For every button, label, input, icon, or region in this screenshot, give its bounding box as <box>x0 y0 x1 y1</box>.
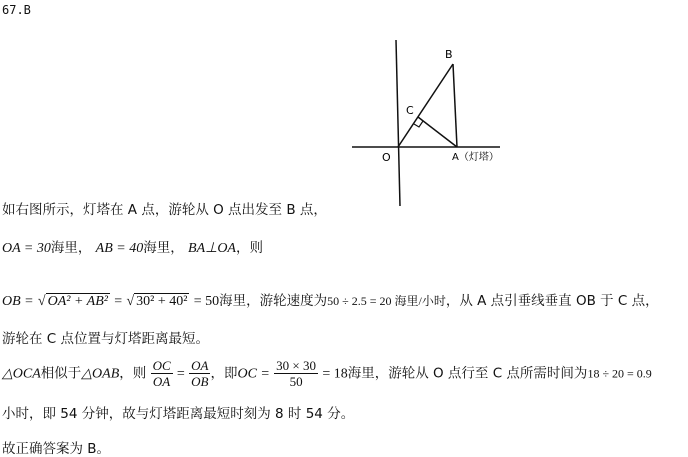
triangle-oab: △OAB <box>81 366 120 382</box>
label-b: B <box>445 48 453 61</box>
ob-result: = 50 <box>193 294 220 309</box>
fraction-oa-ob: $\frac{OA}{OB}$ <box>191 358 209 389</box>
ob-lhs: OB = <box>2 294 34 309</box>
solution-line-3 <box>2 289 659 310</box>
fraction-oc-value: $\frac{30 \times 30}{50}$ <box>276 358 317 389</box>
perp-text: ，从 A 点引垂线垂直 OB 于 C 点， <box>445 293 659 309</box>
solution-line-6: 小时，即 54 分钟，故与灯塔距离最短时刻为 8 时 54 分。 <box>2 406 355 422</box>
tail-text: ，则 <box>235 240 263 256</box>
label-c: C <box>406 104 414 117</box>
solution-line-5 <box>2 358 652 389</box>
unit-1: 海里， <box>50 240 92 256</box>
eq-ab: AB = 40 <box>95 241 144 256</box>
solution-line-4: 游轮在 C 点位置与灯塔距离最短。 <box>2 331 210 347</box>
oc-result: = 18 <box>322 366 348 382</box>
eq-perp: BA⊥OA <box>188 241 236 256</box>
similar-text: 相似于 <box>40 365 82 382</box>
time-expr: 18 ÷ 20 = 0.9 <box>587 366 652 381</box>
sqrt-expr-1: OA² + AB² <box>47 294 108 309</box>
time-lead: 海里，游轮从 O 点行至 C 点所需时间为 <box>347 365 588 382</box>
label-a: A（灯塔） <box>452 152 499 163</box>
sqrt-sign-2: √ <box>126 294 135 309</box>
solution-line-1: 如右图所示，灯塔在 A 点，游轮从 O 点出发至 B 点， <box>2 202 327 218</box>
problem-number: 67.B <box>2 3 31 17</box>
segment-ba <box>453 64 457 147</box>
sqrt-sign-1: √ <box>37 294 46 309</box>
answer-line: 故正确答案为 B。 <box>2 441 111 457</box>
vertical-axis <box>396 40 400 206</box>
segment-ac <box>418 117 457 147</box>
sqrt-expr-2: 30² + 40² <box>136 294 188 309</box>
label-o: O <box>382 151 391 164</box>
eq-between-fractions: = <box>176 366 185 382</box>
eq-sign: = <box>114 294 123 309</box>
unit-2: 海里， <box>143 240 184 256</box>
fraction-oc-oa: $\frac{OC}{OA}$ <box>152 358 171 389</box>
geometry-diagram <box>340 36 510 208</box>
then-text: ，则 <box>119 365 147 382</box>
eq-oa: OA = 30 <box>2 241 51 256</box>
oc-lhs: OC = <box>237 366 270 382</box>
triangle-oca: △OCA <box>2 366 41 382</box>
speed-lead: 海里，游轮速度为 <box>219 293 328 309</box>
namely-text: ，即 <box>210 365 238 382</box>
solution-line-2 <box>2 236 263 257</box>
speed-expr: 50 ÷ 2.5 = 20 海里/小时 <box>327 294 446 308</box>
